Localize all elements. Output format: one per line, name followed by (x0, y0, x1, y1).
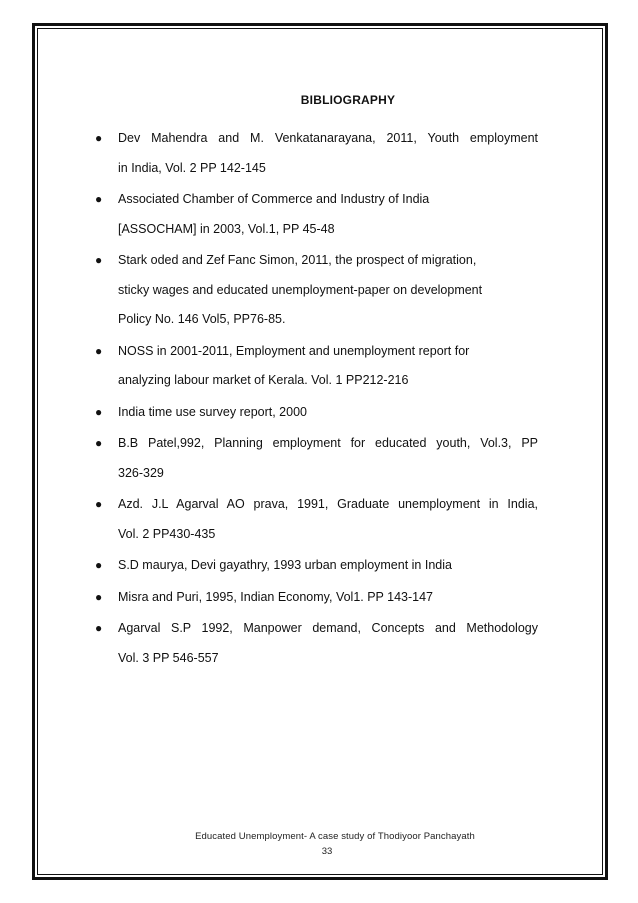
bullet-icon: ● (95, 621, 103, 635)
entry-line: Azd. J.L Agarval AO prava, 1991, Graduate unemployment in India, (118, 497, 538, 511)
entry-line: Vol. 2 PP430-435 (118, 526, 216, 541)
bullet-icon: ● (95, 436, 103, 450)
bibliography-list (95, 124, 538, 675)
bibliography-entry (95, 614, 538, 673)
bullet-icon: ● (95, 253, 103, 267)
bibliography-entry (95, 246, 538, 335)
bullet-icon: ● (95, 192, 103, 206)
page-number: 33 (321, 846, 333, 857)
bibliography-entry (95, 429, 538, 488)
bibliography-entry (95, 337, 538, 396)
page-title: BIBLIOGRAPHY (300, 93, 396, 107)
entry-line: NOSS in 2001-2011, Employment and unemployment report for (118, 343, 470, 358)
entry-line: [ASSOCHAM] in 2003, Vol.1, PP 45-48 (118, 221, 335, 236)
bibliography-entry (95, 583, 538, 613)
entry-line: Associated Chamber of Commerce and Industry of India (118, 192, 430, 206)
bibliography-entry (95, 398, 538, 428)
bibliography-entry (95, 551, 538, 581)
entry-line: Misra and Puri, 1995, Indian Economy, Vol1. PP 143-147 (118, 589, 434, 604)
entry-line: in India, Vol. 2 PP 142-145 (118, 160, 266, 175)
entry-line: 326-329 (118, 465, 164, 480)
bibliography-entry (95, 490, 538, 549)
entry-line: Dev Mahendra and M. Venkatanarayana, 2011, Youth employment (118, 131, 538, 145)
entry-line: Vol. 3 PP 546-557 (118, 650, 219, 665)
bibliography-entry (95, 185, 538, 244)
entry-line: Agarval S.P 1992, Manpower demand, Concepts and Methodology (118, 621, 538, 635)
bullet-icon: ● (95, 558, 103, 572)
footer-text: Educated Unemployment- A case study of Thodiyoor Panchayath (195, 831, 475, 842)
bullet-icon: ● (95, 589, 103, 604)
entry-line: analyzing labour market of Kerala. Vol. 1 PP212-216 (118, 373, 409, 387)
entry-line: Stark oded and Zef Fanc Simon, 2011, the prospect of migration, (118, 253, 477, 267)
bullet-icon: ● (95, 131, 103, 145)
entry-line: Policy No. 146 Vol5, PP76-85. (118, 312, 286, 326)
entry-line: sticky wages and educated unemployment-paper on development (118, 282, 483, 297)
entry-line: B.B Patel,992, Planning employment for educated youth, Vol.3, PP (118, 436, 538, 450)
bullet-icon: ● (95, 497, 103, 511)
entry-line: S.D maurya, Devi gayathry, 1993 urban employment in India (118, 558, 452, 572)
entry-line: India time use survey report, 2000 (118, 404, 307, 419)
bullet-icon: ● (95, 404, 103, 419)
bullet-icon: ● (95, 343, 103, 358)
bibliography-entry (95, 124, 538, 183)
